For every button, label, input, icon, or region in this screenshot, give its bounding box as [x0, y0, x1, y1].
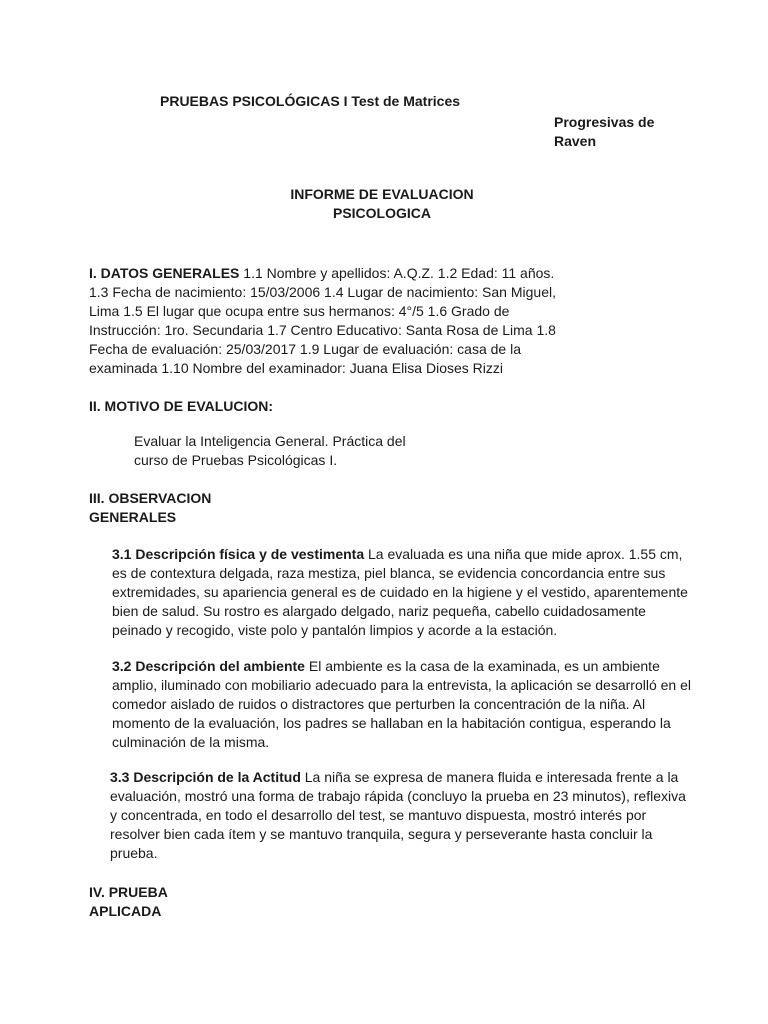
section-heading-line2: APLICADA	[89, 903, 162, 919]
paragraph-title: 3.3 Descripción de la Actitud	[110, 769, 301, 785]
section-observacion-heading	[89, 489, 269, 527]
paragraph-descripcion-ambiente	[112, 657, 692, 752]
paragraph-title: 3.2 Descripción del ambiente	[112, 658, 305, 674]
report-title-line2: PSICOLOGICA	[332, 205, 431, 221]
document-title-line2	[554, 113, 674, 151]
paragraph-body: La evaluada es una niña que mide aprox. 1.55 cm, es de contextura delgada, raza mestiza, piel blanca, se evidencia concordancia entre sus extremidades, su apariencia general es de cuidado en la higiene y el vestido, aparentemente bien de salud. Su rostro es alargado delgado, nariz pequeña, cabello cuidadosamente peinado y recogido, viste polo y pantalón limpios y acorde a la estación.	[112, 546, 688, 638]
paragraph-title: 3.1 Descripción física y de vestimenta	[112, 546, 365, 562]
section-heading: I. DATOS GENERALES	[89, 265, 240, 281]
paragraph-body: El ambiente es la casa de la examinada, es un ambiente amplio, iluminado con mobiliario adecuado para la entrevista, la aplicación se desarrolló en el comedor aislado de ruidos o distractores que perturben la concentración de la niña. Al momento de la evaluación, los padres se hallaban en la habitación contigua, esperando la culminación de la misma.	[112, 658, 691, 750]
section-heading-line1: III. OBSERVACION	[89, 490, 212, 506]
paragraph-descripcion-fisica	[112, 545, 692, 640]
paragraph-descripcion-actitud	[110, 768, 690, 863]
report-title-line1: INFORME DE EVALUACION	[290, 186, 474, 202]
report-title	[0, 185, 768, 223]
document-title-line1: PRUEBAS PSICOLÓGICAS I Test de Matrices	[160, 93, 461, 109]
section-body: 1.1 Nombre y apellidos: A.Q.Z. 1.2 Edad: 11 años. 1.3 Fecha de nacimiento: 15/03/2006 1.4 Lugar de nacimiento: San Miguel, Lima 1.5 El lugar que ocupa entre sus hermanos: 4°/5 1.6 Grado de Instrucción: 1ro. Secundaria 1.7 Centro Educativo: Santa Rosa de Lima 1.8 Fecha de evaluación: 25/03/2017 1.9 Lugar de evaluación: casa de la examinada 1.10 Nombre del examinador: Juana Elisa Dioses Rizzi	[89, 265, 556, 376]
section-heading-line2: GENERALES	[89, 509, 177, 525]
document-title-line2b: Raven	[554, 133, 597, 149]
section-datos-generales	[89, 264, 559, 378]
paragraph-body: La niña se expresa de manera fluida e interesada frente a la evaluación, mostró una forma de trabajo rápida (concluyo la prueba en 23 minutos), reflexiva y concentrada, en todo el desarrollo del test, se mantuvo dispuesta, mostró interés por resolver bien cada ítem y se mantuvo tranquila, segura y perseverante hasta concluir la prueba.	[110, 769, 686, 861]
section-heading-line1: IV. PRUEBA	[89, 884, 168, 900]
section-prueba-heading	[89, 883, 209, 921]
section-motivo-heading: II. MOTIVO DE EVALUCION:	[89, 398, 274, 414]
section-motivo-body: Evaluar la Inteligencia General. Práctica del curso de Pruebas Psicológicas I.	[134, 433, 406, 468]
document-title-line2a: Progresivas de	[554, 114, 655, 130]
